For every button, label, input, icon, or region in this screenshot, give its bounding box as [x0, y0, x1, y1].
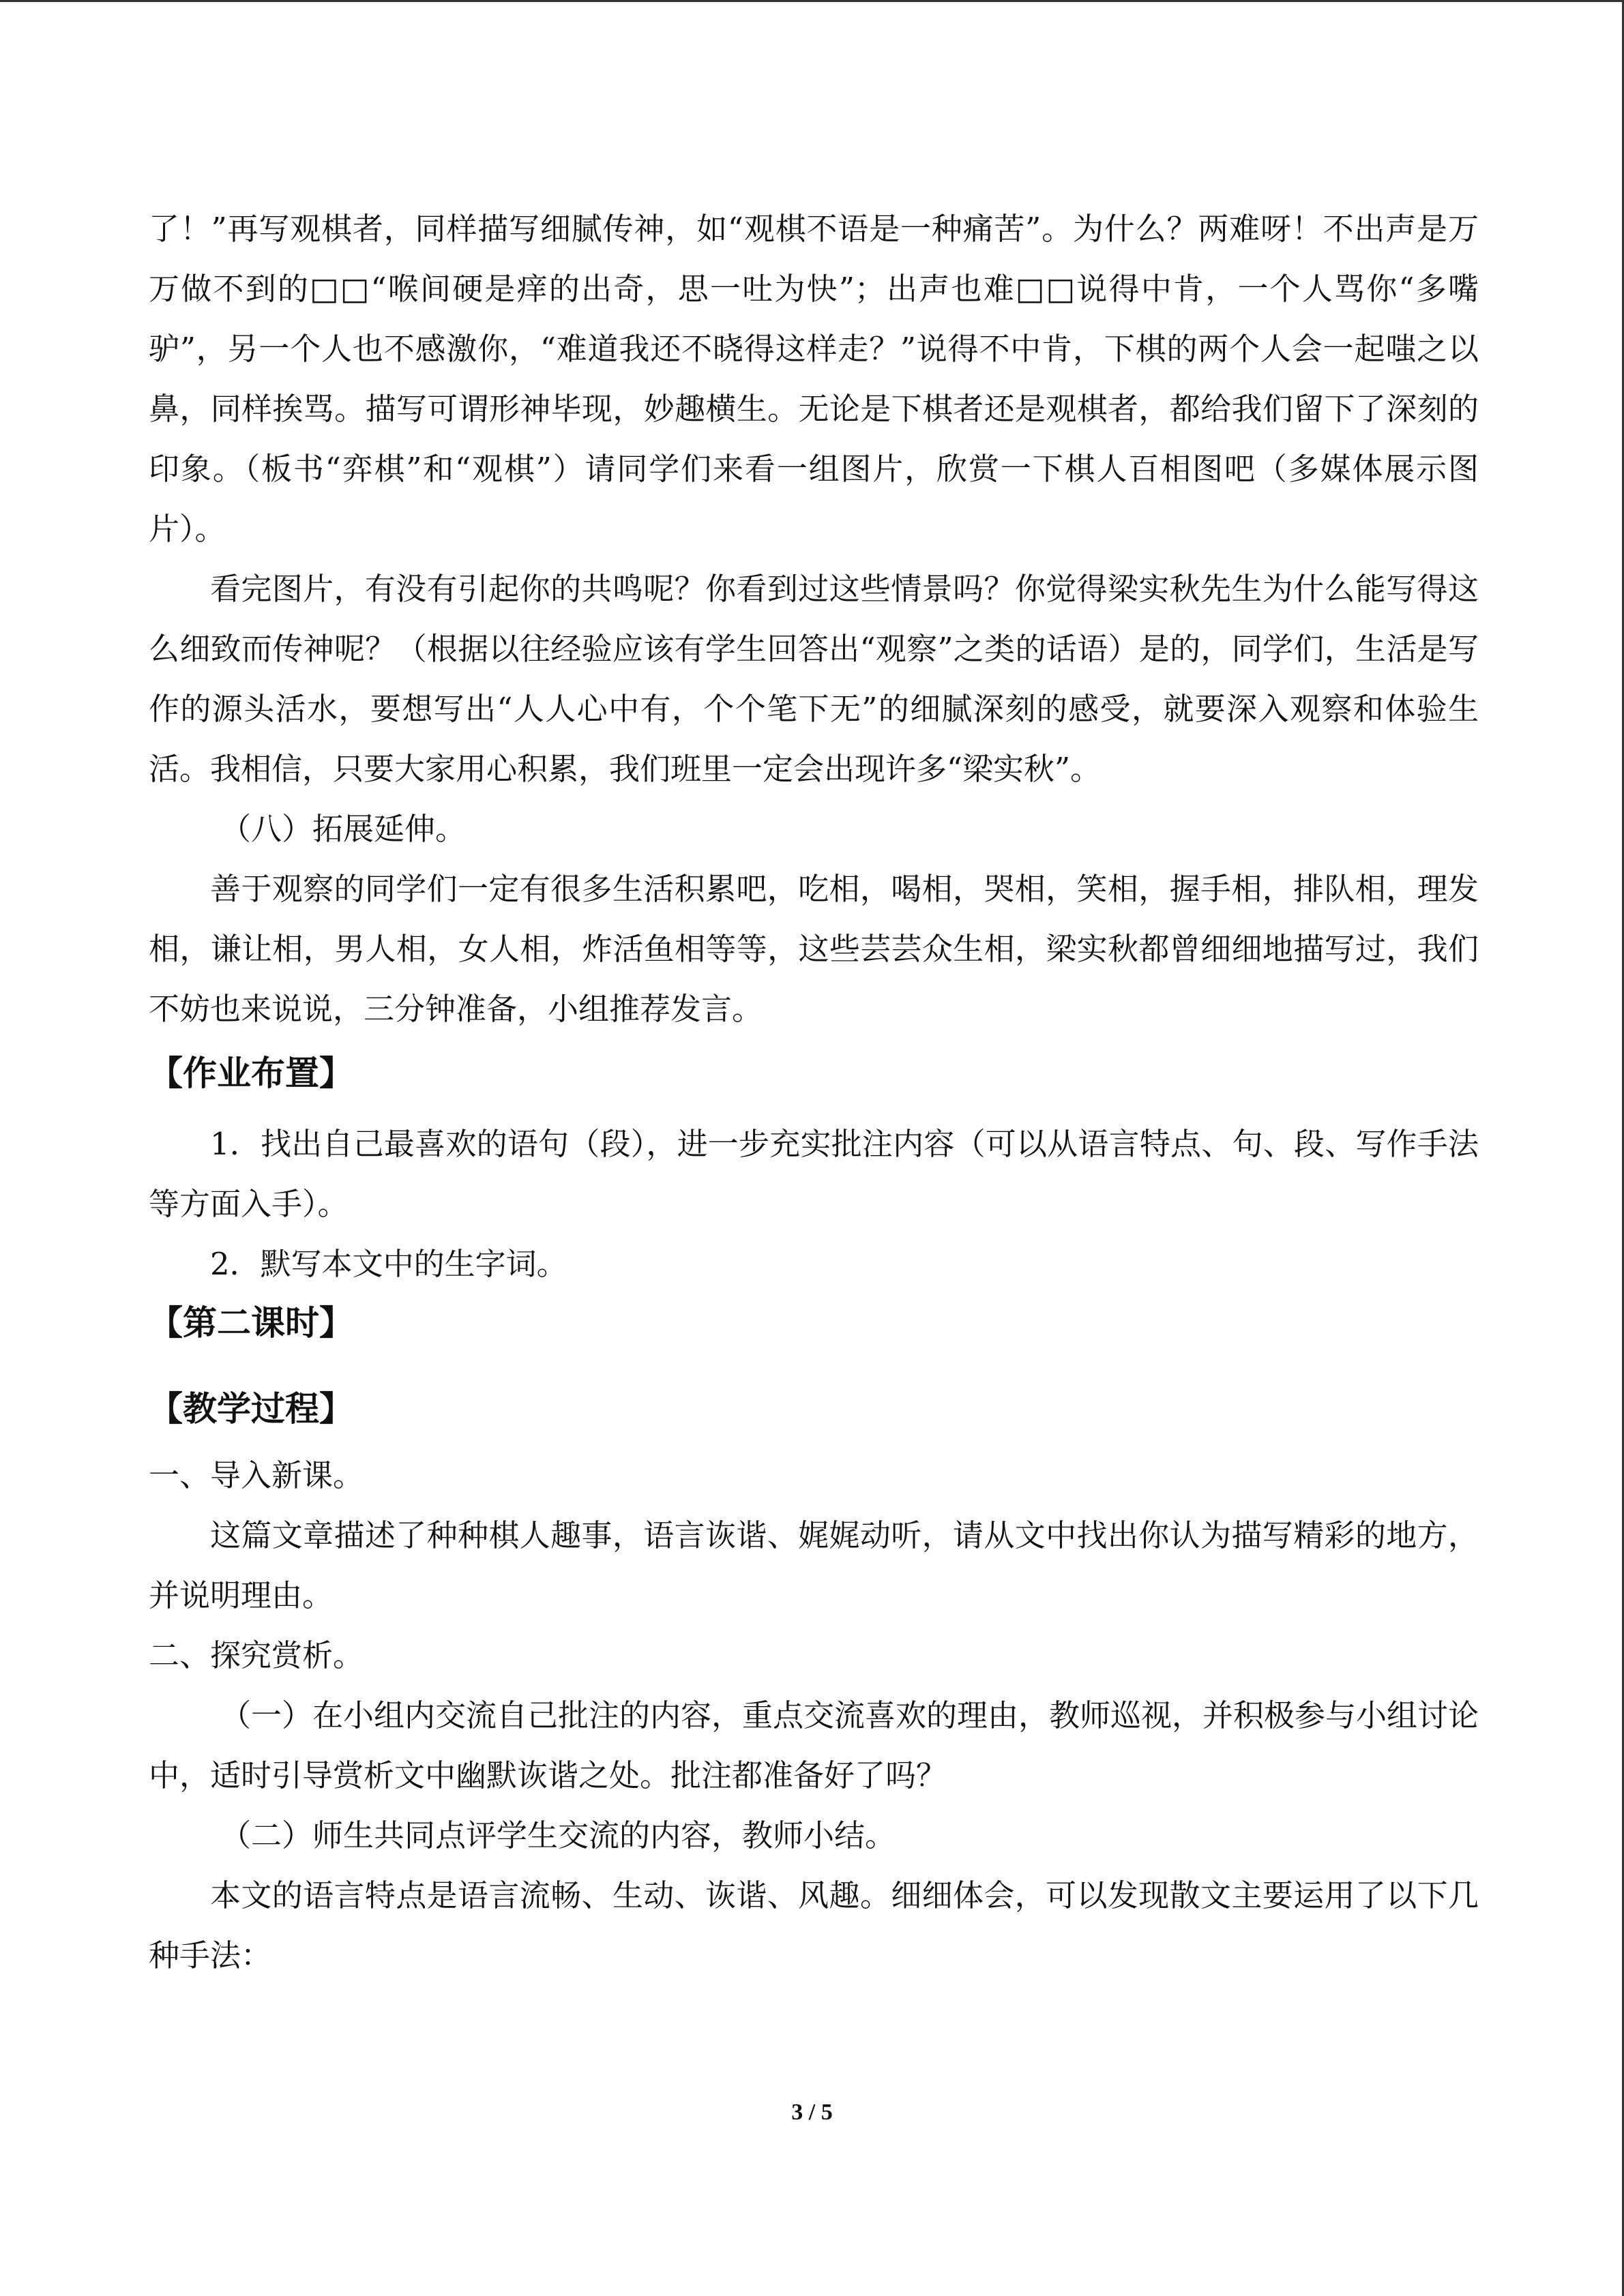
page-number: 3 / 5 [791, 2100, 833, 2125]
paragraph-extension: 善于观察的同学们一定有很多生活积累吧，吃相，喝相，哭相，笑相，握手相，排队相，理发相，谦让相，男人相，女人相，炸活鱼相等等，这些芸芸众生相，梁实秋都曾细细地描写过，我们不妨也来说说，三分钟准备，小组推荐发言。 [149, 871, 1479, 1027]
analysis-item: （一）在小组内交流自己批注的内容，重点交流喜欢的理由，教师巡视，并积极参与小组讨论中，适时引导赏析文中幽默诙谐之处。批注都准备好了吗？ [149, 1697, 1479, 1793]
paragraph-intro: 这篇文章描述了种种棋人趣事，语言诙谐、娓娓动听，请从文中找出你认为描写精彩的地方，并说明理由。 [149, 1517, 1479, 1613]
subsection-extension-title: （八）拓展延伸。 [220, 811, 467, 847]
page-top-border [0, 0, 1624, 2]
heading-teaching-process: 【教学过程】 [149, 1389, 353, 1429]
assignment-item: 1．找出自己最喜欢的语句（段），进一步充实批注内容（可以从语言特点、句、段、写作手法等方面入手）。 [149, 1126, 1479, 1222]
paragraph-after-pictures: 看完图片，有没有引起你的共鸣呢？你看到过这些情景吗？你觉得梁实秋先生为什么能写得这么细致而传神呢？（根据以往经验应该有学生回答出“观察”之类的话语）是的，同学们，生活是写作的源头活水，要想写出“人人心中有，个个笔下无”的细腻深刻的感受，就要深入观察和体验生活。我相信，只要大家用心积累，我们班里一定会出现许多“梁实秋”。 [149, 571, 1479, 787]
heading-assignment: 【作业布置】 [149, 1054, 353, 1093]
document-body [149, 199, 1479, 1986]
paragraph-observers: 了！”再写观棋者，同样描写细腻传神，如“观棋不语是一种痛苦”。为什么？两难呀！不出声是万万做不到的□□“喉间硬是痒的出奇，思一吐为快”；出声也难□□说得中肯，一个人骂你“多嘴驴”，另一个人也不感激你，“难道我还不晓得这样走？”说得不中肯，下棋的两个人会一起嗤之以鼻，同样挨骂。描写可谓形神毕现，妙趣横生。无论是下棋者还是观棋者，都给我们留下了深刻的印象。（板书“弈棋”和“观棋”）请同学们来看一组图片，欣赏一下棋人百相图吧（多媒体展示图片）。 [149, 211, 1479, 547]
section-title-intro: 一、导入新课。 [149, 1457, 364, 1493]
analysis-item: （二）师生共同点评学生交流的内容，教师小结。 [220, 1817, 896, 1853]
paragraph-language-features: 本文的语言特点是语言流畅、生动、诙谐、风趣。细细体会，可以发现散文主要运用了以下几种手法： [149, 1877, 1479, 1973]
section-title-analysis: 二、探究赏析。 [149, 1637, 364, 1673]
assignment-item: 2．默写本文中的生字词。 [210, 1246, 567, 1282]
heading-second-lesson: 【第二课时】 [149, 1303, 353, 1343]
